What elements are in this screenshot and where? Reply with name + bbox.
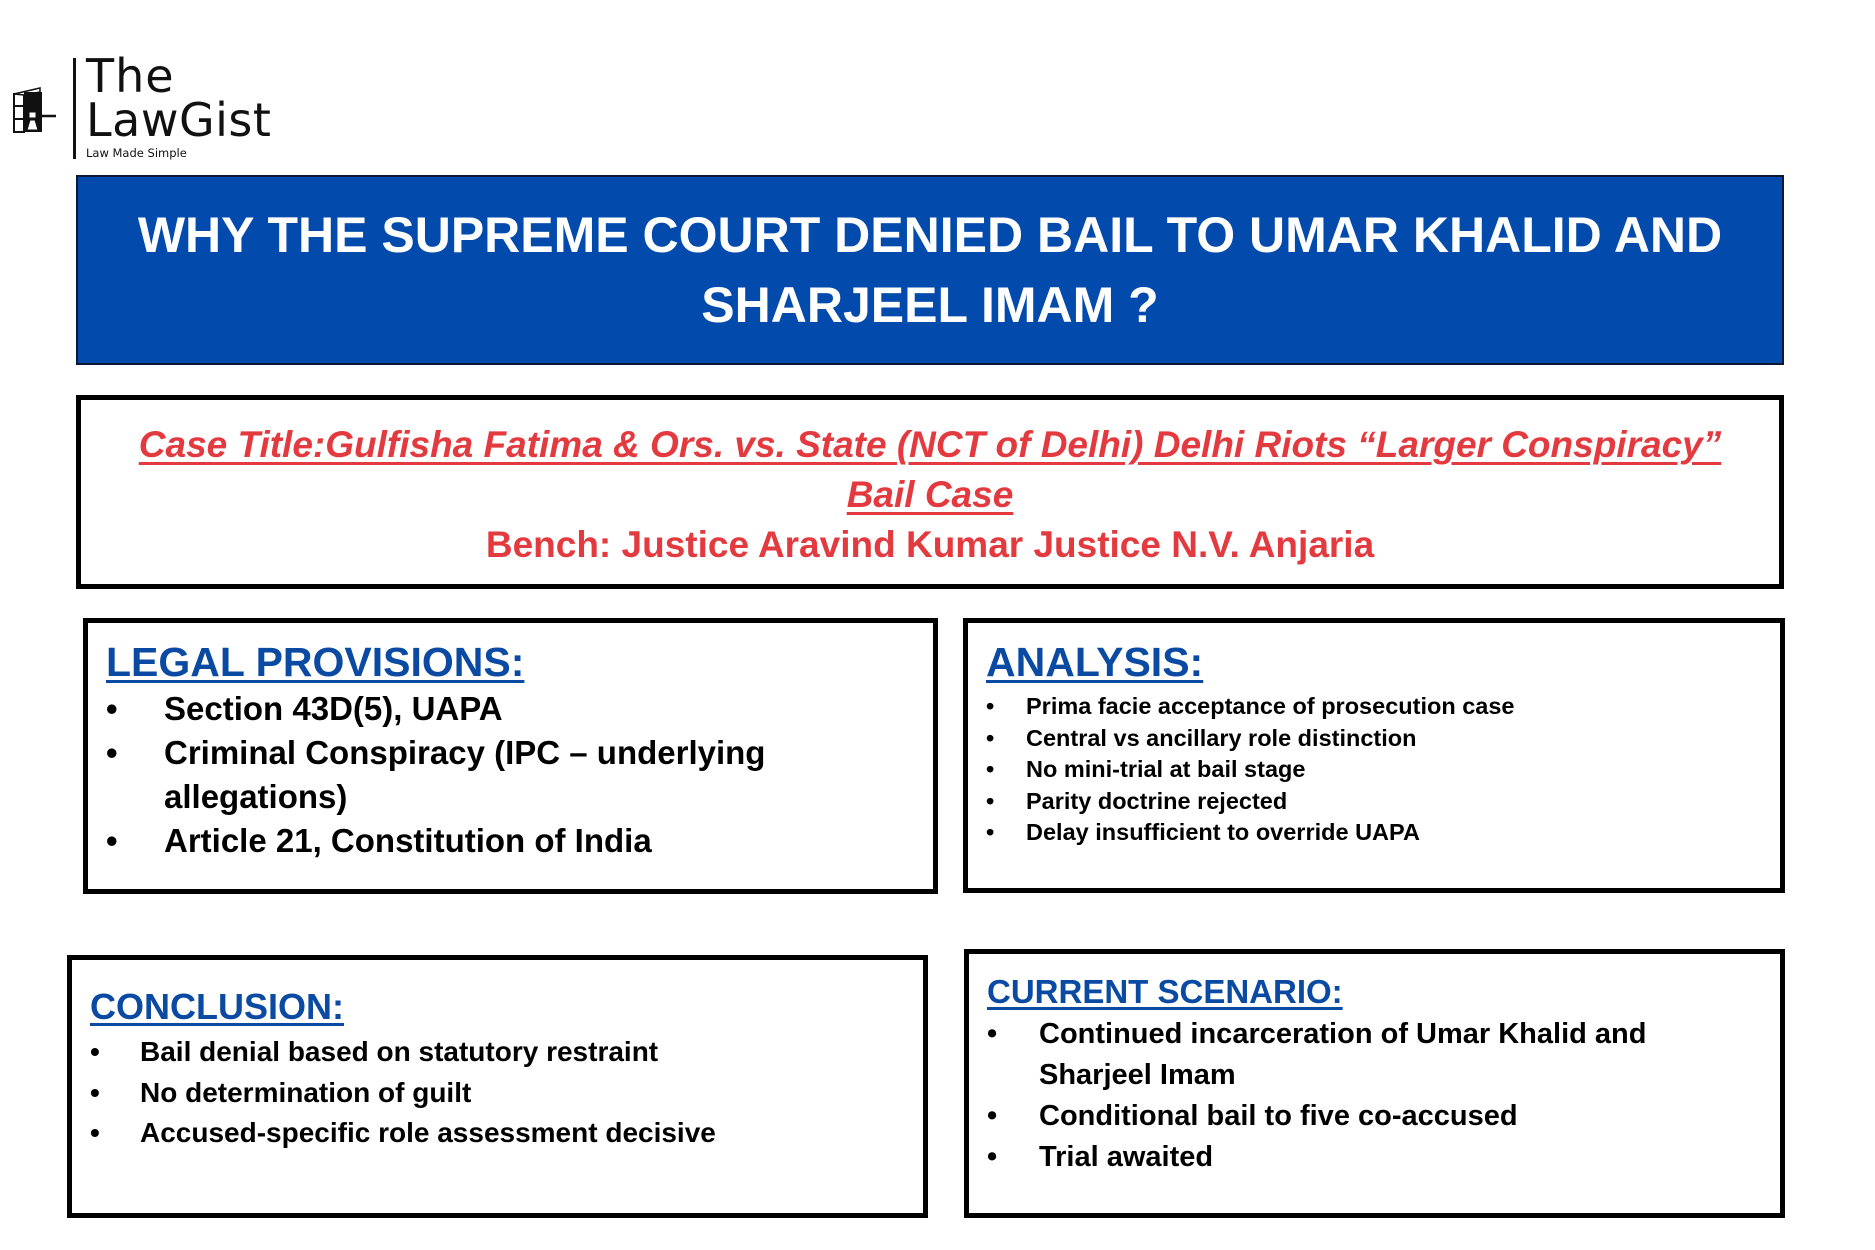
list-item: • Criminal Conspiracy (IPC – underlying allegations) <box>106 731 917 819</box>
current-scenario-box <box>964 949 1785 1218</box>
list-item: • Continued incarceration of Umar Khalid and Sharjeel Imam <box>987 1014 1764 1096</box>
list-item: • Conditional bail to five co-accused <box>987 1096 1764 1137</box>
page-title-line-1: WHY THE SUPREME COURT DENIED BAIL TO UMAR KHALID AND <box>137 207 1723 263</box>
list-item: • Prima facie acceptance of prosecution case <box>986 691 1764 723</box>
bullet-icon: • <box>106 822 118 859</box>
list-item: • No determination of guilt <box>90 1073 907 1114</box>
bullet-icon: • <box>987 1018 998 1050</box>
case-info-box <box>76 395 1784 589</box>
logo-text-the: The <box>86 49 175 103</box>
case-title-line-1: Case Title:Gulfisha Fatima & Ors. vs. State (NCT of Delhi) Delhi Riots “Larger Conspiracy” <box>138 424 1722 465</box>
bullet-icon: • <box>986 756 995 782</box>
conclusion-box <box>67 955 928 1218</box>
book-gavel-icon <box>12 86 64 136</box>
bullet-icon: • <box>90 1076 100 1108</box>
legal-provisions-list <box>106 687 917 863</box>
logo-text-lawgist: LawGist <box>86 93 272 147</box>
bullet-icon: • <box>90 1117 100 1148</box>
list-item: • Bail denial based on statutory restraint <box>90 1032 907 1073</box>
bench-info: Bench: Justice Aravind Kumar Justice N.V. Anjaria <box>485 524 1375 565</box>
bullet-icon: • <box>986 819 995 845</box>
list-item: • Central vs ancillary role distinction <box>986 723 1764 755</box>
list-item: • Delay insufficient to override UAPA <box>986 817 1764 849</box>
list-item: • Accused-specific role assessment decisive <box>90 1113 907 1154</box>
title-banner <box>76 175 1784 365</box>
bullet-icon: • <box>986 724 995 751</box>
list-item: • Section 43D(5), UAPA <box>106 687 917 731</box>
bullet-icon: • <box>106 734 118 771</box>
case-title-line-2: Bail Case <box>846 474 1014 515</box>
bullet-icon: • <box>986 693 995 719</box>
bullet-icon: • <box>987 1141 998 1173</box>
logo-divider <box>73 58 76 159</box>
current-scenario-list <box>987 1014 1764 1178</box>
list-item: • Parity doctrine rejected <box>986 786 1764 818</box>
analysis-heading: ANALYSIS: <box>986 639 1204 685</box>
bullet-icon: • <box>987 1100 998 1132</box>
analysis-box <box>963 618 1785 893</box>
conclusion-heading: CONCLUSION: <box>90 986 344 1027</box>
legal-provisions-heading: LEGAL PROVISIONS: <box>106 639 525 685</box>
list-item: • Trial awaited <box>987 1137 1764 1178</box>
conclusion-list <box>90 1032 907 1154</box>
logo-tagline: Law Made Simple <box>86 146 187 160</box>
bullet-icon: • <box>90 1036 100 1067</box>
list-item: • No mini-trial at bail stage <box>986 754 1764 786</box>
legal-provisions-box <box>83 618 938 894</box>
analysis-list <box>986 691 1764 849</box>
current-scenario-heading: CURRENT SCENARIO: <box>987 973 1343 1010</box>
bullet-icon: • <box>106 690 118 727</box>
page-title-line-2: SHARJEEL IMAM ? <box>701 277 1159 333</box>
list-item: • Article 21, Constitution of India <box>106 819 917 863</box>
bullet-icon: • <box>986 787 995 814</box>
